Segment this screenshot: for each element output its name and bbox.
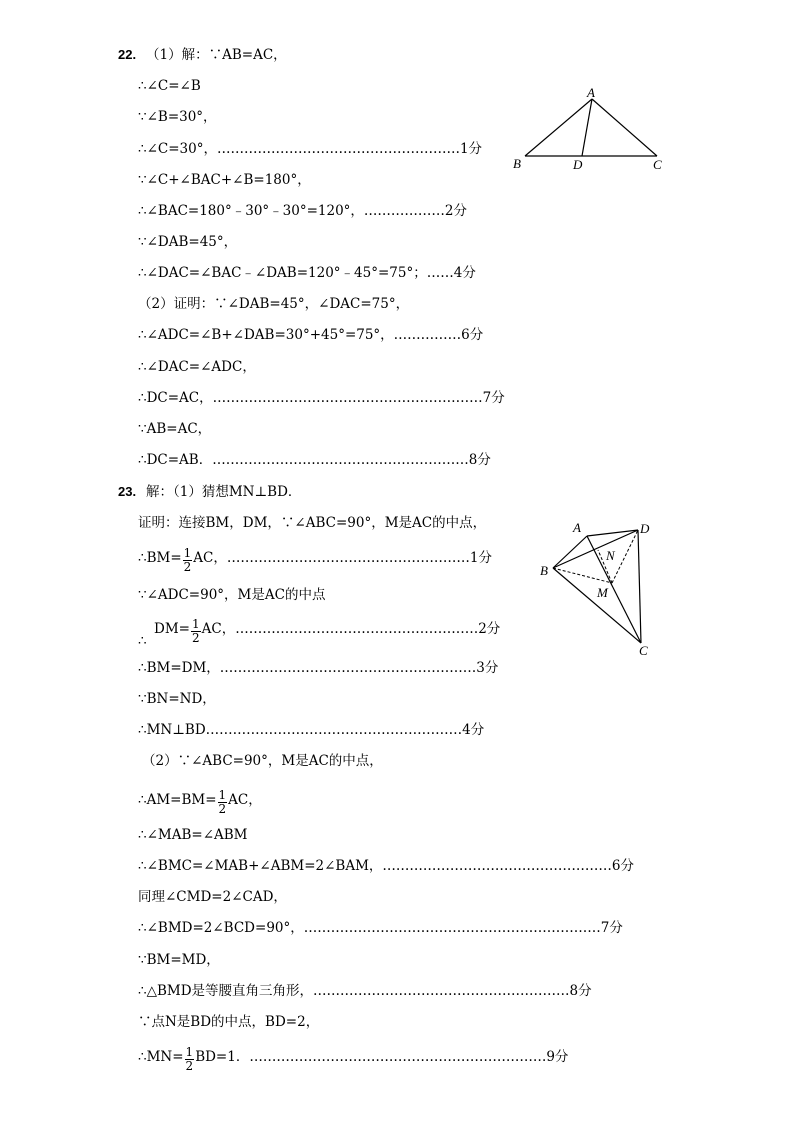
- q22-label-B: B: [513, 156, 521, 171]
- q22-line-8: ∴∠DAC=∠BAC﹣∠DAB=120°﹣45°=75°；……4分: [138, 265, 476, 281]
- q23-number: 23.: [118, 484, 137, 499]
- q22-label-C: C: [653, 157, 662, 172]
- q22-number: 22.: [118, 47, 137, 62]
- q23-line-17: ∵点N是BD的中点，BD=2，: [138, 1014, 320, 1030]
- q22-line-5: ∵∠C+∠BAC+∠B=180°，: [138, 172, 311, 188]
- q23-line-16: ∴△BMD是等腰直角三角形，…………………………………………………8分: [138, 983, 592, 999]
- q23-line-8: ∴MN⊥BD…………………………………………………4分: [138, 722, 485, 738]
- q23-line-10: [138, 789, 262, 816]
- q22-line-7: ∵∠DAB=45°，: [138, 234, 238, 250]
- q22-line-1: （1）解：∵AB=AC，: [146, 47, 287, 63]
- fraction-half: [218, 789, 228, 816]
- fraction-numerator: 1: [191, 617, 200, 631]
- fraction-denominator: 2: [218, 802, 227, 816]
- q22-label-A: A: [587, 85, 595, 100]
- fraction-numerator: 1: [218, 788, 227, 802]
- q23-line-3-pre: ∴BM=: [138, 550, 182, 566]
- q22-line-11: ∴∠DAC=∠ADC，: [138, 359, 256, 375]
- q23-line-9: （2）∵∠ABC=90°，M是AC的中点，: [142, 753, 383, 769]
- q23-quadrilateral-figure: [535, 515, 665, 660]
- q23-line-10-pre: ∴AM=BM=: [138, 792, 217, 808]
- q22-line-12: ∴DC=AC，……………………………………………………7分: [138, 390, 505, 406]
- q23-line-6: ∴BM=DM，…………………………………………………3分: [138, 660, 499, 676]
- q22-line-6: ∴∠BAC=180°﹣30°﹣30°=120°，………………2分: [138, 203, 468, 219]
- q23-line-7: ∵BN=ND，: [138, 691, 216, 707]
- q23-label-M: M: [597, 585, 608, 600]
- q22-label-D: D: [573, 157, 583, 172]
- q23-line-5-post: AC，………………………………………………2分: [201, 621, 501, 637]
- fraction-half: [183, 547, 193, 574]
- q23-line-12: ∴∠BMC=∠MAB+∠ABM=2∠BAM，……………………………………………6分: [138, 858, 634, 874]
- q22-line-9: （2）证明：∵∠DAB=45°，∠DAC=75°，: [138, 296, 410, 312]
- q23-line-5-pre: DM=: [154, 621, 190, 637]
- q23-line-18-post: BD=1．…………………………………………………………9分: [195, 1049, 569, 1065]
- q23-label-B: B: [540, 563, 548, 578]
- q23-line-1: 解：（1）猜想MN⊥BD．: [146, 484, 302, 500]
- q23-line-18-pre: ∴MN=: [138, 1049, 184, 1065]
- q22-line-2: ∴∠C=∠B: [138, 78, 201, 94]
- q23-label-N: N: [606, 548, 615, 563]
- q23-line-18: [138, 1046, 568, 1073]
- fraction-denominator: 2: [183, 560, 192, 574]
- q22-triangle-figure: [505, 84, 680, 176]
- q23-line-3-post: AC，………………………………………………1分: [193, 550, 492, 566]
- q23-line-4: ∵∠ADC=90°，M是AC的中点: [138, 587, 326, 603]
- q23-line-11: ∴∠MAB=∠ABM: [138, 827, 248, 843]
- fraction-half: [191, 618, 201, 645]
- q23-line-10-post: AC，: [228, 792, 262, 808]
- q23-line-14: ∴∠BMD=2∠BCD=90°，…………………………………………………………7分: [138, 920, 623, 936]
- q23-line-15: ∵BM=MD，: [138, 952, 220, 968]
- q22-line-10: ∴∠ADC=∠B+∠DAB=30°+45°=75°，……………6分: [138, 327, 484, 343]
- q23-label-C: C: [639, 643, 648, 658]
- q23-label-A: A: [573, 520, 581, 535]
- q22-line-4: ∴∠C=30°，………………………………………………1分: [138, 141, 483, 157]
- fraction-numerator: 1: [183, 546, 192, 560]
- q23-line-5: [154, 618, 500, 645]
- q23-line-13: 同理∠CMD=2∠CAD，: [138, 889, 287, 905]
- fraction-numerator: 1: [185, 1045, 194, 1059]
- fraction-half: [185, 1046, 195, 1073]
- q22-line-13: ∵AB=AC，: [138, 421, 212, 437]
- q22-line-14: ∴DC=AB．…………………………………………………8分: [138, 452, 491, 468]
- q23-label-D: D: [640, 521, 650, 536]
- q23-line-3: [138, 547, 492, 574]
- q23-line-5-therefore: ∴: [138, 633, 147, 649]
- q23-line-2: 证明：连接BM，DM，∵∠ABC=90°，M是AC的中点，: [138, 515, 487, 531]
- q22-line-3: ∵∠B=30°，: [138, 109, 217, 125]
- fraction-denominator: 2: [191, 631, 200, 645]
- fraction-denominator: 2: [185, 1059, 194, 1073]
